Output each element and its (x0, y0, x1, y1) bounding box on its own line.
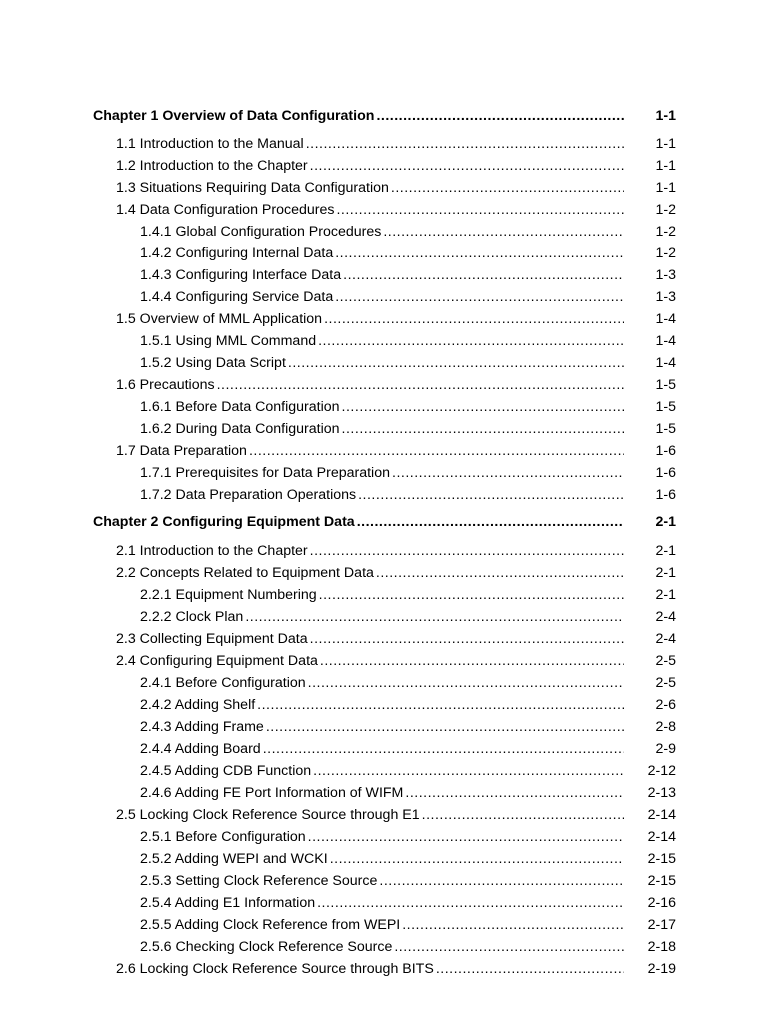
toc-entry-page-number: 2-14 (647, 829, 676, 845)
toc-entry[interactable] (0, 440, 768, 462)
toc-entry-page-number: 2-6 (655, 697, 676, 713)
dot-leader (392, 462, 624, 484)
toc-entry[interactable] (0, 760, 768, 782)
toc-entry[interactable] (0, 221, 768, 243)
dot-leader (263, 738, 624, 760)
dot-leader (342, 396, 624, 418)
toc-entry-title: Chapter 2 Configuring Equipment Data (93, 511, 357, 533)
dot-leader (245, 606, 624, 628)
toc-entry-page-number: 2-12 (647, 763, 676, 779)
toc-entry-title: 2.4.4 Adding Board (140, 738, 263, 760)
toc-entry[interactable] (0, 584, 768, 606)
toc-entry[interactable] (0, 242, 768, 264)
toc-entry-page-number: 2-1 (655, 514, 676, 530)
dot-leader (313, 760, 624, 782)
toc-entry-leader (140, 892, 624, 914)
dot-leader (342, 418, 624, 440)
toc-entry-title: 1.5.1 Using MML Command (140, 330, 318, 352)
toc-entry-page-number: 2-5 (655, 675, 676, 691)
toc-entry-page-number: 2-1 (655, 587, 676, 603)
toc-entry[interactable] (0, 694, 768, 716)
toc-entry-leader (140, 672, 624, 694)
toc-entry-title: 1.4.2 Configuring Internal Data (140, 242, 335, 264)
dot-leader (402, 914, 624, 936)
toc-entry-title: 1.6 Precautions (116, 374, 217, 396)
dot-leader (357, 511, 624, 533)
toc-entry-title: 1.6.1 Before Data Configuration (140, 396, 342, 418)
dot-leader (343, 264, 624, 286)
toc-entry[interactable] (0, 199, 768, 221)
toc-entry-leader (140, 242, 624, 264)
toc-entry-page-number: 2-15 (647, 873, 676, 889)
toc-entry-page-number: 1-2 (655, 202, 676, 218)
toc-entry-title: 2.5 Locking Clock Reference Source through E1 (116, 804, 422, 826)
toc-entry[interactable] (0, 738, 768, 760)
toc-entry-title: 1.7.2 Data Preparation Operations (140, 484, 358, 506)
toc-entry-title: 2.3 Collecting Equipment Data (116, 628, 310, 650)
toc-entry-title: 1.7 Data Preparation (116, 440, 249, 462)
dot-leader (266, 716, 624, 738)
toc-entry-page-number: 1-5 (655, 399, 676, 415)
toc-entry-leader (140, 870, 624, 892)
toc-entry-page-number: 1-4 (655, 311, 676, 327)
toc-entry-page-number: 2-5 (655, 653, 676, 669)
toc-entry-title: 1.4.3 Configuring Interface Data (140, 264, 343, 286)
toc-entry-leader (140, 606, 624, 628)
dot-leader (319, 584, 624, 606)
toc-entry-title: 1.6.2 During Data Configuration (140, 418, 342, 440)
toc-entry[interactable] (0, 606, 768, 628)
toc-entry[interactable] (0, 286, 768, 308)
dot-leader (310, 628, 624, 650)
dot-leader (383, 221, 624, 243)
toc-entry-title: Chapter 1 Overview of Data Configuration (93, 105, 376, 127)
toc-entry-page-number: 1-5 (655, 377, 676, 393)
toc-entry-leader (116, 440, 624, 462)
toc-entry-leader (140, 914, 624, 936)
toc-entry-leader (116, 308, 624, 330)
toc-entry-leader (140, 826, 624, 848)
toc-entry-page-number: 1-6 (655, 443, 676, 459)
toc-entry-page-number: 1-1 (655, 136, 676, 152)
toc-entry-title: 2.4.3 Adding Frame (140, 716, 266, 738)
dot-leader (436, 958, 624, 980)
toc-entry-page-number: 1-3 (655, 267, 676, 283)
toc-entry-title: 2.4.6 Adding FE Port Information of WIFM (140, 782, 405, 804)
toc-entry-leader (140, 352, 624, 374)
toc-entry-leader (140, 782, 624, 804)
toc-entry-page-number: 2-4 (655, 609, 676, 625)
toc-entry-leader (140, 760, 624, 782)
toc-entry-title: 1.1 Introduction to the Manual (116, 133, 306, 155)
toc-entry-page-number: 1-5 (655, 421, 676, 437)
toc-entry-title: 1.5 Overview of MML Application (116, 308, 324, 330)
toc-entry-title: 2.4.5 Adding CDB Function (140, 760, 313, 782)
dot-leader (394, 936, 624, 958)
toc-entry-page-number: 2-15 (647, 851, 676, 867)
toc-entry-title: 2.5.2 Adding WEPI and WCKI (140, 848, 330, 870)
toc-entry[interactable] (0, 936, 768, 958)
toc-entry-leader (93, 105, 624, 127)
toc-entry-title: 1.4.1 Global Configuration Procedures (140, 221, 383, 243)
toc-entry[interactable] (0, 628, 768, 650)
dot-leader (330, 848, 624, 870)
toc-entry-leader (116, 155, 624, 177)
dot-leader (422, 804, 624, 826)
toc-entry[interactable] (0, 330, 768, 352)
toc-entry-leader (140, 396, 624, 418)
toc-entry-leader (140, 462, 624, 484)
toc-entry-title: 1.3 Situations Requiring Data Configuration (116, 177, 391, 199)
dot-leader (335, 242, 624, 264)
toc-entry[interactable] (0, 462, 768, 484)
dot-leader (335, 286, 624, 308)
toc-entry[interactable] (0, 716, 768, 738)
toc-chapter-entry[interactable] (0, 105, 768, 127)
toc-entry-page-number: 1-1 (655, 108, 676, 124)
toc-entry-title: 2.5.1 Before Configuration (140, 826, 308, 848)
toc-chapter-entry[interactable] (0, 511, 768, 533)
toc-entry-page-number: 1-6 (655, 465, 676, 481)
toc-entry-leader (140, 716, 624, 738)
toc-entry-page-number: 1-4 (655, 355, 676, 371)
dot-leader (257, 694, 624, 716)
toc-entry-leader (116, 199, 624, 221)
toc-entry[interactable] (0, 562, 768, 584)
toc-entry-page-number: 1-1 (655, 158, 676, 174)
toc-entry-leader (140, 264, 624, 286)
toc-entry-page-number: 1-4 (655, 333, 676, 349)
toc-entry-leader (116, 562, 624, 584)
toc-entry-title: 1.4 Data Configuration Procedures (116, 199, 336, 221)
toc-entry[interactable] (0, 396, 768, 418)
toc-entry-leader (140, 418, 624, 440)
dot-leader (308, 672, 624, 694)
dot-leader (379, 870, 624, 892)
dot-leader (391, 177, 624, 199)
toc-entry[interactable] (0, 484, 768, 506)
toc-entry-title: 2.4.2 Adding Shelf (140, 694, 257, 716)
toc-entry-leader (116, 540, 624, 562)
toc-entry[interactable] (0, 374, 768, 396)
dot-leader (358, 484, 624, 506)
dot-leader (217, 374, 624, 396)
toc-entry-page-number: 2-9 (655, 741, 676, 757)
toc-entry-page-number: 2-18 (647, 939, 676, 955)
toc-entry-page-number: 1-6 (655, 487, 676, 503)
toc-entry[interactable] (0, 958, 768, 980)
toc-entry-leader (140, 484, 624, 506)
toc-entry[interactable] (0, 155, 768, 177)
toc-entry[interactable] (0, 892, 768, 914)
toc-entry[interactable] (0, 540, 768, 562)
toc-entry[interactable] (0, 804, 768, 826)
dot-leader (249, 440, 624, 462)
toc-entry[interactable] (0, 782, 768, 804)
toc-entry-title: 1.7.1 Prerequisites for Data Preparation (140, 462, 392, 484)
toc-entry-title: 2.5.3 Setting Clock Reference Source (140, 870, 379, 892)
dot-leader (317, 892, 624, 914)
toc-entry-page-number: 2-17 (647, 917, 676, 933)
toc-entry-title: 2.6 Locking Clock Reference Source through BITS (116, 958, 436, 980)
toc-entry-title: 2.2.1 Equipment Numbering (140, 584, 319, 606)
dot-leader (310, 540, 624, 562)
toc-entry-page-number: 1-1 (655, 180, 676, 196)
toc-entry-page-number: 2-19 (647, 961, 676, 977)
toc-entry-leader (140, 848, 624, 870)
toc-entry-title: 2.2 Concepts Related to Equipment Data (116, 562, 376, 584)
toc-entry-title: 2.5.5 Adding Clock Reference from WEPI (140, 914, 402, 936)
toc-entry-leader (116, 628, 624, 650)
toc-entry-leader (140, 286, 624, 308)
dot-leader (376, 105, 624, 127)
dot-leader (306, 133, 624, 155)
toc-entry-leader (140, 694, 624, 716)
toc-entry-title: 1.4.4 Configuring Service Data (140, 286, 335, 308)
toc-entry-leader (116, 374, 624, 396)
dot-leader (308, 826, 624, 848)
dot-leader (376, 562, 624, 584)
toc-entry-page-number: 2-8 (655, 719, 676, 735)
toc-entry-leader (93, 511, 624, 533)
toc-entry-title: 2.4 Configuring Equipment Data (116, 650, 320, 672)
toc-entry[interactable] (0, 308, 768, 330)
toc-entry-title: 2.2.2 Clock Plan (140, 606, 245, 628)
toc-entry-page-number: 2-14 (647, 807, 676, 823)
dot-leader (288, 352, 624, 374)
dot-leader (318, 330, 624, 352)
toc-entry[interactable] (0, 133, 768, 155)
toc-entry-page-number: 1-3 (655, 289, 676, 305)
toc-entry-page-number: 2-16 (647, 895, 676, 911)
toc-entry-leader (116, 804, 624, 826)
toc-entry-title: 2.5.4 Adding E1 Information (140, 892, 317, 914)
toc-entry-title: 1.2 Introduction to the Chapter (116, 155, 310, 177)
toc-entry[interactable] (0, 870, 768, 892)
toc-entry-title: 2.4.1 Before Configuration (140, 672, 308, 694)
toc-entry[interactable] (0, 264, 768, 286)
toc-entry-leader (140, 221, 624, 243)
toc-entry-page-number: 2-1 (655, 565, 676, 581)
toc-entry-page-number: 2-4 (655, 631, 676, 647)
toc-entry-page-number: 1-2 (655, 245, 676, 261)
toc-entry[interactable] (0, 352, 768, 374)
dot-leader (310, 155, 624, 177)
toc-entry[interactable] (0, 177, 768, 199)
toc-entry-leader (116, 133, 624, 155)
toc-entry-page-number: 2-13 (647, 785, 676, 801)
toc-entry-title: 2.1 Introduction to the Chapter (116, 540, 310, 562)
toc-entry[interactable] (0, 826, 768, 848)
toc-entry-page-number: 2-1 (655, 543, 676, 559)
toc-entry[interactable] (0, 650, 768, 672)
toc-entry-leader (116, 650, 624, 672)
dot-leader (336, 199, 624, 221)
dot-leader (324, 308, 624, 330)
toc-entry-title: 1.5.2 Using Data Script (140, 352, 288, 374)
dot-leader (405, 782, 624, 804)
toc-entry-leader (140, 936, 624, 958)
toc-entry-leader (140, 330, 624, 352)
toc-entry-leader (116, 177, 624, 199)
dot-leader (320, 650, 624, 672)
toc-entry[interactable] (0, 914, 768, 936)
toc-entry[interactable] (0, 672, 768, 694)
toc-entry-leader (140, 584, 624, 606)
toc-entry[interactable] (0, 418, 768, 440)
toc-entry-title: 2.5.6 Checking Clock Reference Source (140, 936, 394, 958)
toc-entry[interactable] (0, 848, 768, 870)
toc-entry-page-number: 1-2 (655, 224, 676, 240)
toc-entry-leader (116, 958, 624, 980)
toc-entry-leader (140, 738, 624, 760)
